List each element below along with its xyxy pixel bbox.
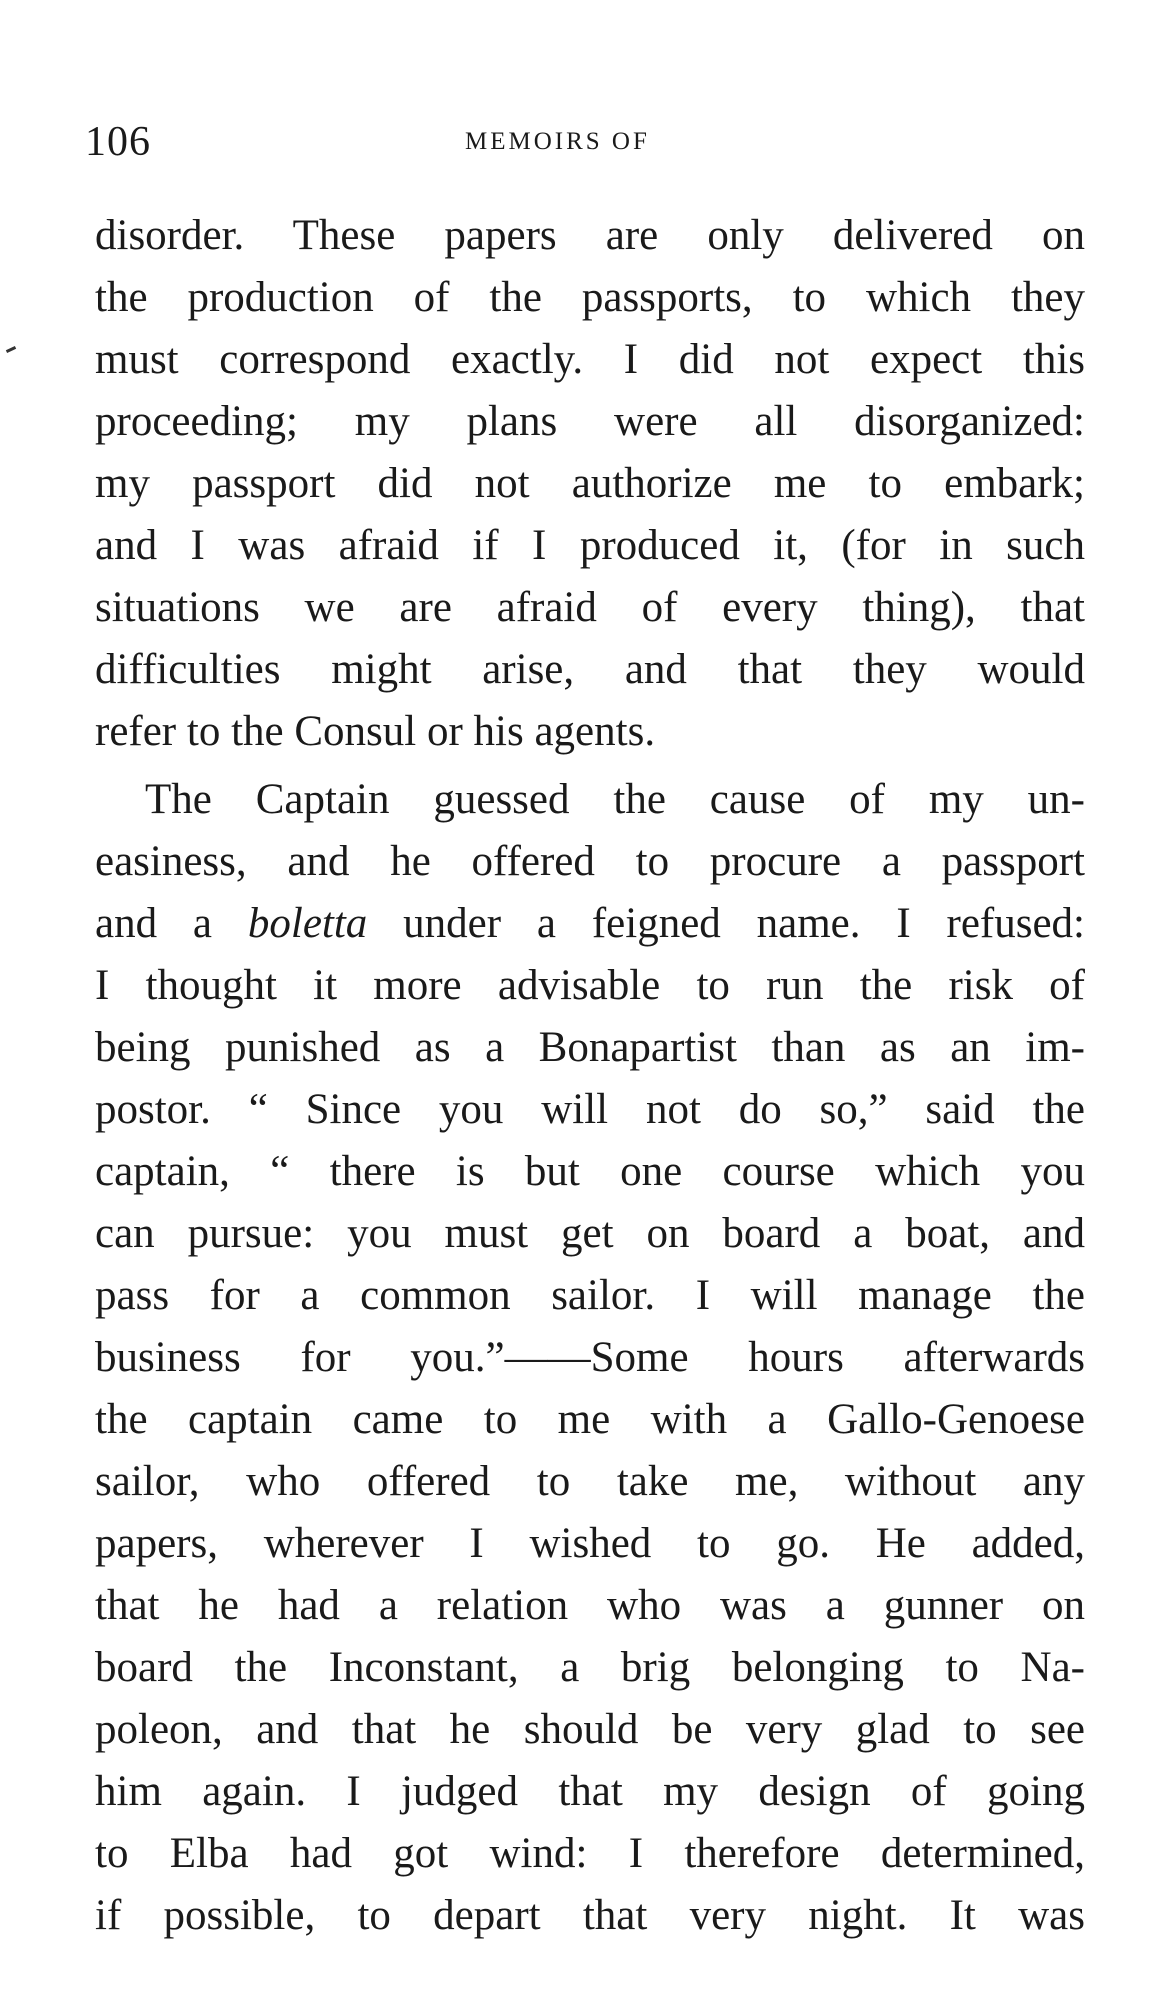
text-line: pass for a common sailor. I will manage the	[95, 1272, 1085, 1319]
text-line: the captain came to me with a Gallo-Genoese	[95, 1396, 1085, 1443]
text-line: that he had a relation who was a gunner on	[95, 1582, 1085, 1629]
text-line: situations we are afraid of every thing), that	[95, 584, 1085, 631]
text-line: to Elba had got wind: I therefore determined,	[95, 1830, 1085, 1877]
text-line: postor. “ Since you will not do so,” said the	[95, 1086, 1085, 1133]
text-line: refer to the Consul or his agents.	[95, 708, 656, 755]
page-number: 106	[85, 119, 151, 165]
text-line: can pursue: you must get on board a boat, and	[95, 1210, 1085, 1257]
margin-mark	[6, 346, 16, 353]
running-title: MEMOIRS OF	[465, 128, 650, 155]
paragraph	[95, 769, 1085, 1947]
text-line: the production of the passports, to which they	[95, 274, 1085, 321]
text-line: easiness, and he offered to procure a passport	[95, 838, 1085, 885]
text-line: The Captain guessed the cause of my un-	[145, 776, 1085, 823]
text-line: poleon, and that he should be very glad to see	[95, 1706, 1085, 1753]
text-line: papers, wherever I wished to go. He added,	[95, 1520, 1085, 1567]
text-line: proceeding; my plans were all disorganized:	[95, 398, 1085, 445]
text-line: and a boletta under a feigned name. I refused:	[95, 900, 1086, 947]
text-line: if possible, to depart that very night. It was	[95, 1892, 1085, 1939]
text-line: my passport did not authorize me to embark;	[95, 460, 1085, 507]
text-line: I thought it more advisable to run the risk of	[95, 962, 1085, 1009]
text-line: and I was afraid if I produced it, (for in such	[95, 522, 1085, 569]
text-line: difficulties might arise, and that they would	[95, 646, 1085, 693]
text-line: disorder. These papers are only delivered on	[95, 212, 1085, 259]
text-line: business for you.”——Some hours afterwards	[95, 1334, 1085, 1381]
text-line: being punished as a Bonapartist than as an im-	[95, 1024, 1085, 1071]
text-line: must correspond exactly. I did not expect this	[95, 336, 1085, 383]
text-line: sailor, who offered to take me, without any	[95, 1458, 1085, 1505]
text-line: board the Inconstant, a brig belonging to Na-	[95, 1644, 1085, 1691]
paragraph	[95, 205, 1085, 763]
text-line: captain, “ there is but one course which you	[95, 1148, 1085, 1195]
running-head	[85, 118, 1085, 168]
body-text	[95, 205, 1085, 1947]
text-line: him again. I judged that my design of going	[95, 1768, 1085, 1815]
